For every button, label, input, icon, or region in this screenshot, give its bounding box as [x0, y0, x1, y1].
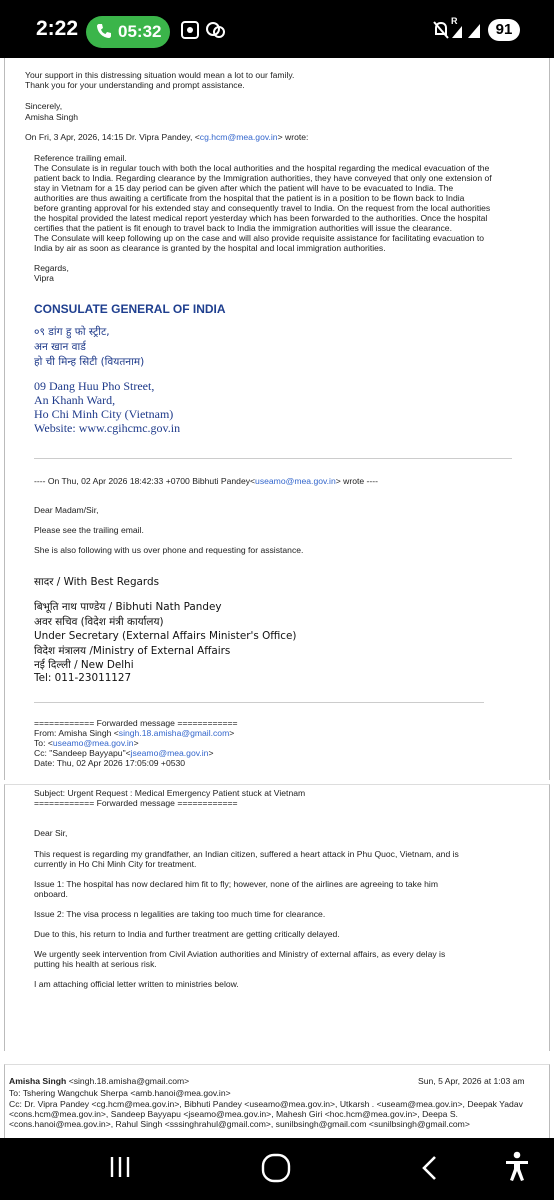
paragraph-line: This request is regarding my grandfather, an Indian citizen, suffered a heart attack in Phu Quoc, Vietnam, and is — [34, 849, 459, 859]
email-link[interactable]: singh.18.amisha@gmail.com — [118, 728, 230, 738]
support-line: Your support in this distressing situation would mean a lot to our family. — [25, 70, 295, 80]
address-line: Ho Chi Minh City (Vietnam) — [34, 407, 174, 421]
phone-icon — [94, 21, 114, 41]
email-screenshot-view — [0, 58, 554, 1138]
forwarded-header: ============ Forwarded message ============ — [34, 798, 238, 808]
hindi-address-line: ०९ डांग हु फो स्ट्रीट, — [34, 326, 110, 338]
to-recipients: To: Tshering Wangchuk Sherpa <amb.hanoi@mea.gov.in> — [9, 1088, 231, 1098]
cc-recipients: Cc: Dr. Vipra Pandey <cg.hcm@mea.gov.in>, Bibhuti Pandey <useamo@mea.gov.in>, Utkarsh . <useam@mea.gov.in>, Deepak Yadav — [9, 1099, 523, 1109]
email-link[interactable]: useamo@mea.gov.in — [52, 738, 134, 748]
body-line: before granting approval for his extended stay and consequently travel to India. On the request from the local authorities — [34, 203, 491, 213]
regards-name: Vipra — [34, 273, 54, 283]
consulate-title: CONSULATE GENERAL OF INDIA — [34, 302, 226, 316]
signature-line: बिभूति नाथ पाण्डेय / Bibhuti Nath Pandey — [34, 601, 222, 613]
cc-line: Cc: "Sandeep Bayyapu"<jseamo@mea.gov.in> — [34, 748, 214, 758]
signature-line: Under Secretary (External Affairs Minister's Office) — [34, 630, 297, 642]
back-icon[interactable] — [420, 1154, 440, 1182]
address-line: 09 Dang Huu Pho Street, — [34, 379, 155, 393]
body-line: Please see the trailing email. — [34, 525, 144, 535]
screenshot-icon — [180, 20, 200, 40]
signature-line: Tel: 011-23011127 — [34, 672, 132, 684]
paragraph-line: currently in Ho Chi Minh City for treatment. — [34, 859, 197, 869]
navigation-bar — [0, 1138, 554, 1200]
signature-line: अवर सचिव (विदेश मंत्री कार्यालय) — [34, 616, 164, 628]
signature-line: विदेश मंत्रालय /Ministry of External Affairs — [34, 645, 231, 657]
email-link[interactable]: jseamo@mea.gov.in — [130, 748, 209, 758]
email-link[interactable]: useamo@mea.gov.in — [255, 476, 336, 486]
paragraph-line: onboard. — [34, 889, 68, 899]
body-line: The Consulate is in regular touch with both the local authorities and the hospital regarding the medical evacuation of the — [34, 163, 490, 173]
home-icon[interactable] — [260, 1152, 292, 1184]
paragraph-line: Due to this, his return to India and further treatment are getting critically delayed. — [34, 929, 340, 939]
sincerely: Sincerely, — [25, 101, 63, 111]
signal-bars-icon — [466, 20, 482, 40]
chat-icon — [205, 20, 225, 40]
to-line: To: <useamo@mea.gov.in> — [34, 738, 139, 748]
body-line: The Consulate will keep following up on the case and will also provide requisite assistance for facilitating evacuation to — [34, 233, 484, 243]
subject-line: Subject: Urgent Request : Medical Emergency Patient stuck at Vietnam — [34, 788, 306, 798]
body-line: the hospital provided the latest medical report yesterday which has been forwarded to the authorities. Once the hospital — [34, 213, 488, 223]
sender-email: <singh.18.amisha@gmail.com> — [68, 1076, 190, 1086]
body-line: Reference trailing email. — [34, 153, 127, 163]
paragraph-line: We urgently seek intervention from Civil Aviation authorities and Ministry of external affairs, as every delay is — [34, 949, 446, 959]
sender-name: Amisha Singh — [9, 1076, 67, 1086]
signature-line: नई दिल्ली / New Delhi — [34, 659, 134, 671]
body-line: stay in Vietnam for a 15 day period can be given after which the patient will have to be evacuated to India. The — [34, 183, 454, 193]
cc-recipients: <cons.hcm@mea.gov.in>, Sandeep Bayyapu <jseamo@mea.gov.in>, Mahesh Giri <hoc.hcm@mea.gov.in>, Deepa S. — [9, 1109, 458, 1119]
paragraph-line: putting his health at serious risk. — [34, 959, 157, 969]
email-link[interactable]: cg.hcm@mea.gov.in — [199, 132, 278, 142]
thanks-line: Thank you for your understanding and prompt assistance. — [25, 80, 245, 90]
sender-line — [9, 1076, 189, 1086]
salutation: Dear Madam/Sir, — [34, 505, 99, 515]
quote-attribution: On Fri, 3 Apr, 2026, 14:15 Dr. Vipra Pandey, <cg.hcm@mea.gov.in> wrote: — [25, 132, 309, 142]
from-line: From: Amisha Singh <singh.18.amisha@gmail.com> — [34, 728, 235, 738]
battery-indicator: 91 — [488, 19, 520, 41]
call-duration: 05:32 — [118, 22, 162, 41]
recent-apps-icon[interactable] — [107, 1154, 133, 1180]
cc-recipients: <cons.hanoi@mea.gov.in>, Rahul Singh <sssinghrahul@gmail.com>, sunilbsingh@gmail.com <sunilbsingh@gmail.com> — [9, 1119, 470, 1129]
status-bar — [0, 0, 554, 58]
accessibility-icon[interactable] — [504, 1150, 530, 1182]
regards: Regards, — [34, 263, 69, 273]
body-line: certifies that the patient is fit enough to travel back to India the immigration authorities will issue the clearance. — [34, 223, 452, 233]
signer-name: Amisha Singh — [25, 112, 79, 122]
mute-icon — [432, 20, 450, 40]
email-date: Sun, 5 Apr, 2026 at 1:03 am — [418, 1076, 525, 1086]
website-line: Website: www.cgihcmc.gov.in — [34, 421, 181, 435]
signature-line: सादर / With Best Regards — [34, 576, 160, 588]
body-line: authorities are thus awaiting a certificate from the hospital that the patient is in a position to be flown back to India — [34, 193, 465, 203]
roaming-label: R — [451, 16, 458, 26]
body-line: India by air as soon as clearance is granted by the hospital and local immigration authorities. — [34, 243, 386, 253]
address-line: An Khanh Ward, — [34, 393, 116, 407]
paragraph-line: Issue 1: The hospital has now declared him fit to fly; however, none of the airlines are agreeing to take him — [34, 879, 438, 889]
body-line: She is also following with us over phone and requesting for assistance. — [34, 545, 304, 555]
salutation: Dear Sir, — [34, 828, 68, 838]
hindi-address-line: हो ची मिन्ह सिटी (वियतनाम) — [34, 356, 145, 368]
body-line: patient back to India. Regarding clearance by the Immigration authorities, they have conveyed that only one extension of — [34, 173, 492, 183]
paragraph-line: Issue 2: The visa process n legalities are taking too much time for clearance. — [34, 909, 326, 919]
ongoing-call-pill[interactable] — [86, 16, 170, 48]
hindi-address-line: अन खान वार्ड — [34, 341, 86, 353]
forwarded-header: ============ Forwarded message ============ — [34, 718, 238, 728]
divider — [34, 702, 484, 703]
quote-attribution: ---- On Thu, 02 Apr 2026 18:42:33 +0700 Bibhuti Pandey<useamo@mea.gov.in> wrote ---- — [34, 476, 379, 486]
clock: 2:22 — [36, 17, 79, 40]
divider — [34, 458, 512, 459]
date-line: Date: Thu, 02 Apr 2026 17:05:09 +0530 — [34, 758, 186, 768]
paragraph-line: I am attaching official letter written to ministries below. — [34, 979, 239, 989]
